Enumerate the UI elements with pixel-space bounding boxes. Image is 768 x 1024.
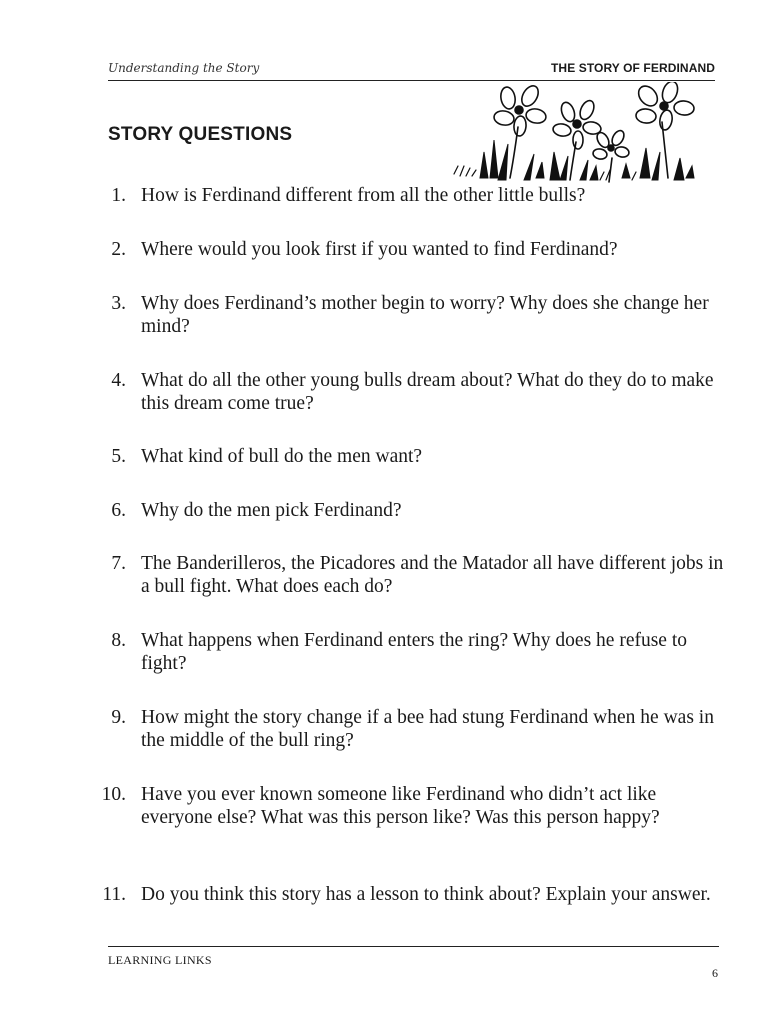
question-1 — [96, 184, 726, 207]
question-10 — [96, 783, 726, 829]
question-text: Why do the men pick Ferdinand? — [141, 500, 402, 521]
question-2 — [96, 238, 726, 261]
question-8 — [96, 629, 726, 675]
section-title: STORY QUESTIONS — [108, 124, 293, 145]
question-text: Why does Ferdinand’s mother begin to worry? Why does she change her mind? — [141, 293, 709, 337]
running-header-right: THE STORY OF FERDINAND — [551, 61, 715, 75]
question-number: 7. — [111, 553, 126, 574]
page-number: 6 — [712, 966, 718, 980]
question-number: 6. — [111, 500, 126, 521]
question-text: How is Ferdinand different from all the other little bulls? — [141, 185, 586, 206]
running-header-left: Understanding the Story — [108, 61, 260, 75]
question-4 — [96, 369, 726, 415]
footer-publisher: LEARNING LINKS — [108, 953, 212, 967]
question-number: 10. — [101, 784, 126, 805]
question-text: How might the story change if a bee had stung Ferdinand when he was in the middle of the bull ring? — [141, 707, 714, 751]
question-number: 5. — [111, 446, 126, 467]
question-number: 1. — [111, 185, 126, 206]
question-number: 9. — [111, 707, 126, 728]
question-number: 3. — [111, 293, 126, 314]
question-text: Where would you look first if you wanted to find Ferdinand? — [141, 239, 618, 260]
question-number: 8. — [111, 630, 126, 651]
question-number: 11. — [102, 884, 126, 905]
question-9 — [96, 706, 726, 752]
question-11 — [96, 883, 726, 906]
question-5 — [96, 445, 726, 468]
flowers-illustration — [450, 82, 700, 184]
question-number: 4. — [111, 370, 126, 391]
question-number: 2. — [111, 239, 126, 260]
question-text: The Banderilleros, the Picadores and the Matador all have different jobs in a bull fight. What does each do? — [141, 553, 724, 597]
question-text: What kind of bull do the men want? — [141, 446, 423, 467]
question-text: What happens when Ferdinand enters the ring? Why does he refuse to fight? — [141, 630, 688, 674]
question-text: Do you think this story has a lesson to think about? Explain your answer. — [141, 884, 711, 905]
header-divider — [108, 80, 715, 81]
footer-divider — [108, 946, 719, 947]
question-3 — [96, 292, 726, 338]
question-6 — [96, 499, 726, 522]
question-text: What do all the other young bulls dream about? What do they do to make this dream come true? — [141, 370, 714, 414]
question-7 — [96, 552, 726, 598]
question-text: Have you ever known someone like Ferdinand who didn’t act like everyone else? What was this person like? Was this person happy? — [141, 784, 660, 828]
